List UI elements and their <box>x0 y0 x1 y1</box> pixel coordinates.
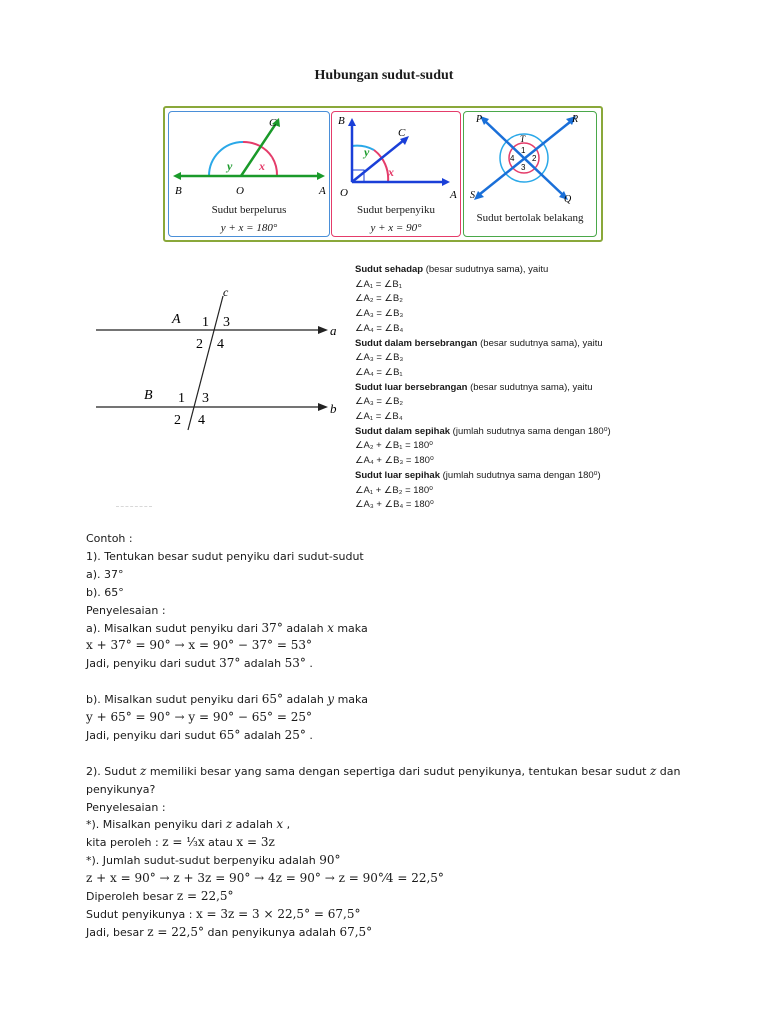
label-line-b: b <box>330 401 337 416</box>
solution-2-heading: Penyelesaian : <box>86 800 166 814</box>
supplementary-equation: y + x = 180° <box>220 222 278 234</box>
label-point-b: B <box>144 388 153 403</box>
step-7: Jadi, besar z = 22,5° dan penyikunya adalah 67,5° <box>86 924 373 939</box>
label-t: T <box>520 134 526 144</box>
question-1b: b). 65° <box>86 585 124 599</box>
label-o: O <box>340 187 348 199</box>
step-2: kita peroleh : z = ⅓x atau x = 3z <box>86 835 275 850</box>
label-line-a: a <box>330 323 337 338</box>
angle-a1: 1 <box>202 315 209 330</box>
rule-line: ∠A₃ = ∠B₂ <box>355 396 404 408</box>
angle-1: 1 <box>521 146 526 155</box>
angle-b3: 3 <box>202 391 209 406</box>
angle-4: 4 <box>510 154 515 163</box>
label-a: A <box>319 185 326 197</box>
rule-line: ∠A₂ = ∠B₂ <box>355 293 403 305</box>
label-r: R <box>572 114 579 125</box>
complementary-panel <box>331 111 461 237</box>
rule-line: ∠A₂ + ∠B₁ = 180⁰ <box>355 440 433 452</box>
label-c: C <box>398 127 406 139</box>
rule-line: Sudut luar sepihak (jumlah sudutnya sama dengan 180⁰) <box>355 469 601 481</box>
vertical-angles-panel <box>463 111 597 237</box>
label-y: y <box>364 145 370 159</box>
angle-b1: 1 <box>178 391 185 406</box>
complementary-equation: y + x = 90° <box>370 222 422 234</box>
supplementary-panel <box>168 111 330 237</box>
question-1: 1). Tentukan besar sudut penyiku dari sudut-sudut <box>86 549 364 563</box>
rule-line: ∠A₁ + ∠B₂ = 180⁰ <box>355 484 433 496</box>
label-q: Q <box>564 194 572 205</box>
rule-line: Sudut dalam sepihak (jumlah sudutnya sama dengan 180⁰) <box>355 425 611 437</box>
angle-3: 3 <box>521 163 526 172</box>
label-b: B <box>175 185 182 197</box>
rule-line: ∠A₁ = ∠B₁ <box>355 278 402 290</box>
angle-b2: 2 <box>174 413 181 428</box>
supplementary-caption: Sudut berpelurus <box>211 204 287 216</box>
rule-line: ∠A₄ = ∠B₁ <box>355 366 403 378</box>
angle-a2: 2 <box>196 337 203 352</box>
step-6: Sudut penyikunya : x = 3z = 3 × 22,5° = 67,5° <box>86 907 361 921</box>
divider <box>116 506 152 507</box>
rule-line: Sudut luar bersebrangan (besar sudutnya sama), yaitu <box>355 381 593 393</box>
rule-line: ∠A₄ + ∠B₃ = 180⁰ <box>355 455 434 467</box>
solution-heading: Penyelesaian : <box>86 603 166 617</box>
label-b: B <box>338 115 345 127</box>
rule-line: ∠A₃ = ∠B₃ <box>355 352 404 364</box>
worked-examples <box>86 530 726 942</box>
complementary-caption: Sudut berpenyiku <box>357 204 435 216</box>
step-5: Diperoleh besar z = 22,5° <box>86 889 234 904</box>
solution-b-result: Jadi, penyiku dari sudut 65° adalah 25° . <box>86 727 313 742</box>
label-x: x <box>259 159 265 173</box>
rule-line: ∠A₃ = ∠B₃ <box>355 308 404 320</box>
question-2: 2). Sudut z memiliki besar yang sama dengan sepertiga dari sudut penyikunya, tentukan besar sudut z dan penyikunya? <box>86 763 681 796</box>
rule-line: ∠A₃ + ∠B₄ = 180⁰ <box>355 499 434 511</box>
label-x: x <box>388 165 394 179</box>
rule-line: Sudut sehadap (besar sudutnya sama), yaitu <box>355 264 549 275</box>
complementary-diagram <box>332 112 460 236</box>
label-p: P <box>476 114 483 125</box>
solution-a-result: Jadi, penyiku dari sudut 37° adalah 53° . <box>86 656 313 671</box>
label-y: y <box>227 159 233 173</box>
supplementary-diagram <box>169 112 329 236</box>
solution-b-intro: b). Misalkan sudut penyiku dari 65° adalah y maka <box>86 692 368 707</box>
label-o: O <box>236 185 244 197</box>
angle-a4: 4 <box>217 337 224 352</box>
label-line-c: c <box>223 285 229 299</box>
solution-a-intro: a). Misalkan sudut penyiku dari 37° adalah x maka <box>86 620 368 635</box>
examples-heading: Contoh : <box>86 532 133 545</box>
solution-a-equation: x + 37° = 90° → x = 90° − 37° = 53° <box>86 638 312 653</box>
vertical-angles-caption: Sudut bertolak belakang <box>476 212 584 224</box>
angle-2: 2 <box>532 154 537 163</box>
angle-rules-list <box>355 263 715 513</box>
angle-relations-figure <box>163 106 603 242</box>
label-s: S <box>470 190 475 201</box>
rule-line: ∠A₄ = ∠B₄ <box>355 322 404 334</box>
question-1a: a). 37° <box>86 567 124 581</box>
label-point-a: A <box>172 312 181 327</box>
rule-line: ∠A₁ = ∠B₄ <box>355 411 403 423</box>
step-1: *). Misalkan penyiku dari z adalah x , <box>86 817 291 832</box>
label-c: C <box>269 117 277 129</box>
step-4-equation: z + x = 90° → z + 3z = 90° → 4z = 90° → z = 90°⁄4 = 22,5° <box>86 871 444 886</box>
solution-b-equation: y + 65° = 90° → y = 90° − 65° = 25° <box>86 710 313 725</box>
page-title: Hubungan sudut-sudut <box>314 68 454 83</box>
rule-line: Sudut dalam bersebrangan (besar sudutnya sama), yaitu <box>355 337 603 349</box>
angle-b4: 4 <box>198 413 205 428</box>
label-a: A <box>450 189 457 201</box>
angle-a3: 3 <box>223 315 230 330</box>
step-3: *). Jumlah sudut-sudut berpenyiku adalah 90° <box>86 853 341 868</box>
parallel-lines-diagram <box>92 282 347 442</box>
